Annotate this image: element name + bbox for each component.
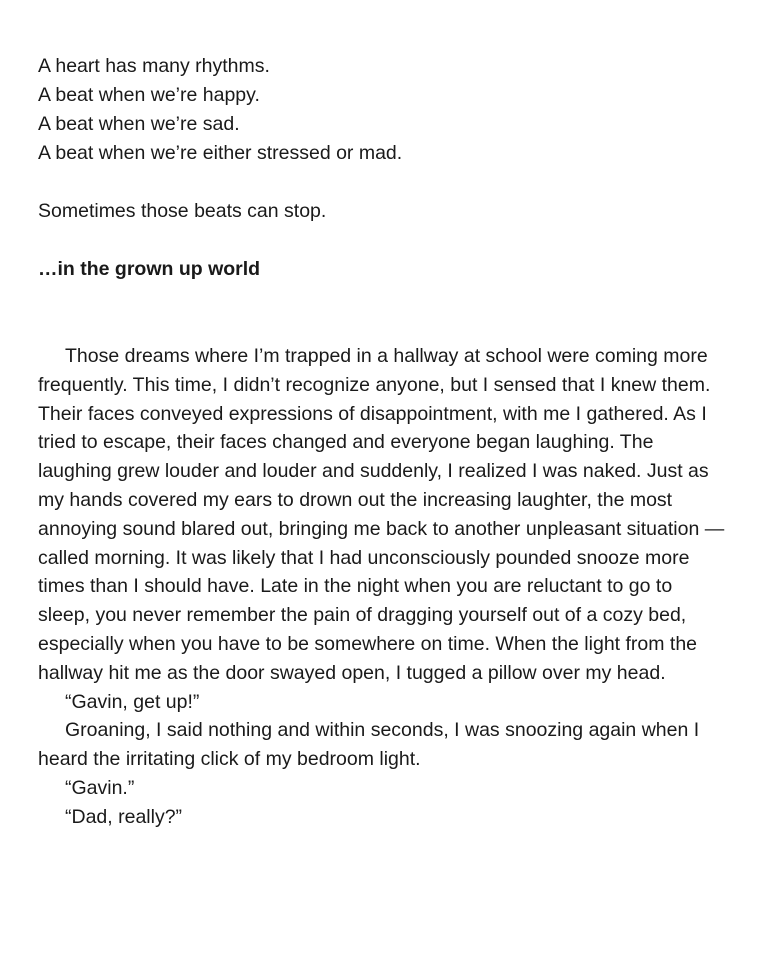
story-paragraph: “Gavin.” <box>65 776 135 799</box>
story-paragraph: “Dad, really?” <box>65 805 183 828</box>
story-paragraph: “Gavin, get up!” <box>65 690 200 713</box>
poem-block <box>38 52 728 284</box>
spacer <box>38 168 728 197</box>
story-text <box>38 342 728 832</box>
poem-closing-line: Sometimes those beats can stop. <box>38 200 327 222</box>
poem-line: A heart has many rhythms. <box>38 55 270 77</box>
spacer <box>38 284 728 342</box>
poem-line: A beat when we’re happy. <box>38 84 260 106</box>
spacer <box>38 226 728 255</box>
poem-line: A beat when we’re sad. <box>38 113 240 135</box>
chapter-subtitle: …in the grown up world <box>38 258 261 280</box>
story-paragraph: Those dreams where I’m trapped in a hallway at school were coming more frequently. This time, I didn’t recognize anyone, but I sensed that I knew them. Their faces conveyed expressions of disappointment, with me I gathered. As I tried to escape, their faces changed and everyone began laughing. The laughing grew louder and louder and suddenly, I realized I was naked. Just as my hands covered my ears to drown out the increasing laughter, the most annoying sound blared out, bringing me back to another unpleasant situation — called morning. It was likely that I had unconsciously pounded snooze more times than I should have. Late in the night when you are reluctant to go to sleep, you never remember the pain of dragging yourself out of a cozy bed, especially when you have to be somewhere on time. When the light from the hallway hit me as the door swayed open, I tugged a pillow over my head. <box>38 345 725 684</box>
poem-line: A beat when we’re either stressed or mad. <box>38 142 403 164</box>
document-page <box>38 52 728 832</box>
story-paragraph: Groaning, I said nothing and within seconds, I was snoozing again when I heard the irritating click of my bedroom light. <box>38 719 700 771</box>
